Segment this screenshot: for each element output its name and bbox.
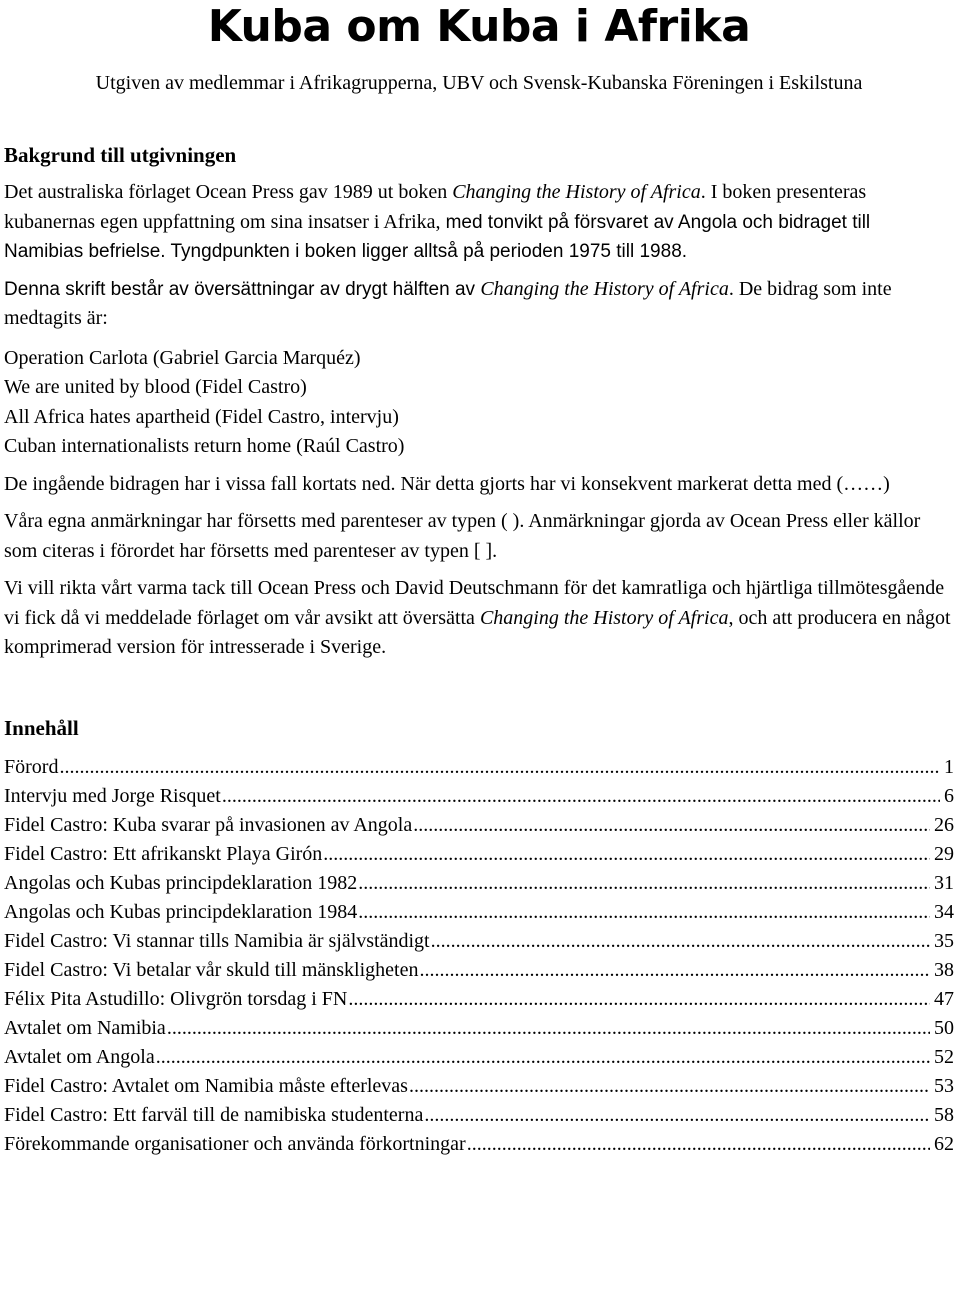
toc-leader-dots (323, 840, 930, 869)
toc-entry-page: 29 (934, 842, 954, 865)
toc-entry-title: Fidel Castro: Ett farväl till de namibiska studenterna (4, 1103, 424, 1126)
toc-entry[interactable] (4, 985, 954, 1014)
toc-entry[interactable] (4, 1101, 954, 1130)
excluded-item: We are united by blood (Fidel Castro) (4, 376, 307, 398)
excluded-item: Cuban internationalists return home (Raúl Castro) (4, 435, 405, 457)
background-paragraph-3: De ingående bidragen har i vissa fall kortats ned. När detta gjorts har vi konsekvent markerat detta med (……) (4, 472, 890, 495)
toc-leader-dots (424, 1101, 930, 1130)
toc-entry[interactable] (4, 782, 954, 811)
document-subtitle: Utgiven av medlemmar i Afrikagrupperna, UBV och Svensk-Kubanska Föreningen i Eskilstuna (95, 72, 863, 94)
toc-leader-dots (156, 1043, 930, 1072)
toc-entry[interactable] (4, 1072, 954, 1101)
toc-heading: Innehåll (4, 715, 79, 740)
toc-entry-title: Avtalet om Angola (4, 1045, 155, 1068)
p5-text-b: , och att producera en något komprimerad version för intresserade i Sverige. (4, 606, 951, 658)
toc-leader-dots (419, 956, 930, 985)
toc-entry[interactable] (4, 1014, 954, 1043)
toc-entry-page: 53 (934, 1074, 954, 1097)
toc-entry[interactable] (4, 869, 954, 898)
toc-entry[interactable] (4, 898, 954, 927)
toc-entry-title: Angolas och Kubas principdeklaration 1982 (4, 871, 358, 894)
toc-entry[interactable] (4, 956, 954, 985)
toc-entry-page: 47 (934, 987, 954, 1010)
toc-entry-title: Félix Pita Astudillo: Olivgrön torsdag i FN (4, 987, 348, 1010)
toc-entry[interactable] (4, 927, 954, 956)
background-paragraph-5 (4, 574, 954, 663)
toc-entry[interactable] (4, 1130, 954, 1159)
toc-entry-page: 38 (934, 958, 954, 981)
background-heading: Bakgrund till utgivningen (4, 143, 237, 167)
toc-leader-dots (467, 1130, 930, 1159)
toc-leader-dots (222, 782, 940, 811)
toc-entry-title: Fidel Castro: Ett afrikanskt Playa Girón (4, 842, 323, 865)
p1-text-b: . I boken presenteras kubanernas egen uppfattning om sina insatser i Afrika, (4, 181, 867, 233)
toc-entry-title: Angolas och Kubas principdeklaration 1984 (4, 900, 358, 923)
p5-book-title: Changing the History of Africa (479, 606, 729, 629)
toc-entry-page: 35 (934, 929, 954, 952)
toc-entry-title: Avtalet om Namibia (4, 1016, 166, 1039)
toc-entry-title: Fidel Castro: Vi stannar tills Namibia är självständigt (4, 929, 430, 952)
toc-entry-title: Fidel Castro: Avtalet om Namibia måste efterlevas (4, 1074, 408, 1097)
document-title: Kuba om Kuba i Afrika (207, 1, 751, 52)
toc-leader-dots (409, 1072, 930, 1101)
table-of-contents (4, 753, 954, 1159)
toc-leader-dots (167, 1014, 930, 1043)
toc-entry-page: 52 (934, 1045, 954, 1068)
toc-leader-dots (358, 898, 930, 927)
toc-entry-page: 1 (944, 755, 954, 778)
excluded-contributions-list (4, 344, 954, 462)
toc-leader-dots (358, 869, 930, 898)
toc-entry-title: Fidel Castro: Vi betalar vår skuld till mänskligheten (4, 958, 419, 981)
background-paragraph-4: Våra egna anmärkningar har försetts med parenteser av typen ( ). Anmärkningar gjorda av Ocean Press eller källor som citeras i förordet har försetts med parenteser av typen [ ]. (4, 510, 921, 562)
toc-entry-title: Förekommande organisationer och använda förkortningar (4, 1132, 466, 1155)
toc-entry-title: Förord (4, 755, 59, 778)
p2-text-a: Denna skrift består av översättningar av drygt hälften av (4, 278, 481, 300)
toc-entry-title: Fidel Castro: Kuba svarar på invasionen av Angola (4, 813, 413, 836)
toc-entry[interactable] (4, 811, 954, 840)
toc-leader-dots (413, 811, 930, 840)
toc-entry-page: 31 (934, 871, 954, 894)
p1-text-c: med tonvikt på försvaret av Angola och bidraget till Namibias befrielse. Tyngdpunkten i boken ligger alltså på perioden 1975 till 1988. (4, 211, 871, 262)
p2-book-title: Changing the History of Africa (480, 277, 729, 300)
toc-leader-dots (431, 927, 930, 956)
p2-text-b: . De bidrag som inte medtagits är: (4, 277, 892, 329)
excluded-item: All Africa hates apartheid (Fidel Castro, intervju) (4, 405, 399, 428)
toc-entry-page: 50 (934, 1016, 954, 1039)
toc-entry-page: 26 (934, 813, 954, 836)
toc-entry[interactable] (4, 840, 954, 869)
p1-book-title: Changing the History of Africa (452, 181, 701, 203)
toc-entry-page: 58 (934, 1103, 954, 1126)
p5-text-a: Vi vill rikta vårt varma tack till Ocean Press och David Deutschmann för det kamratliga och hjärtliga tillmötesgående vi fick då vi meddelade förlaget om vår avsikt att översätta (4, 577, 945, 629)
background-paragraph-1 (4, 178, 954, 267)
toc-entry[interactable] (4, 753, 954, 782)
toc-entry-page: 6 (944, 784, 954, 807)
p1-text-a: Det australiska förlaget Ocean Press gav 1989 ut boken (4, 181, 453, 203)
toc-leader-dots (59, 753, 940, 782)
toc-leader-dots (348, 985, 930, 1014)
background-paragraph-2 (4, 275, 954, 334)
toc-entry-page: 34 (934, 900, 954, 923)
excluded-item: Operation Carlota (Gabriel Garcia Marquéz) (4, 346, 361, 369)
toc-entry[interactable] (4, 1043, 954, 1072)
toc-entry-title: Intervju med Jorge Risquet (4, 784, 221, 807)
toc-entry-page: 62 (934, 1132, 954, 1155)
